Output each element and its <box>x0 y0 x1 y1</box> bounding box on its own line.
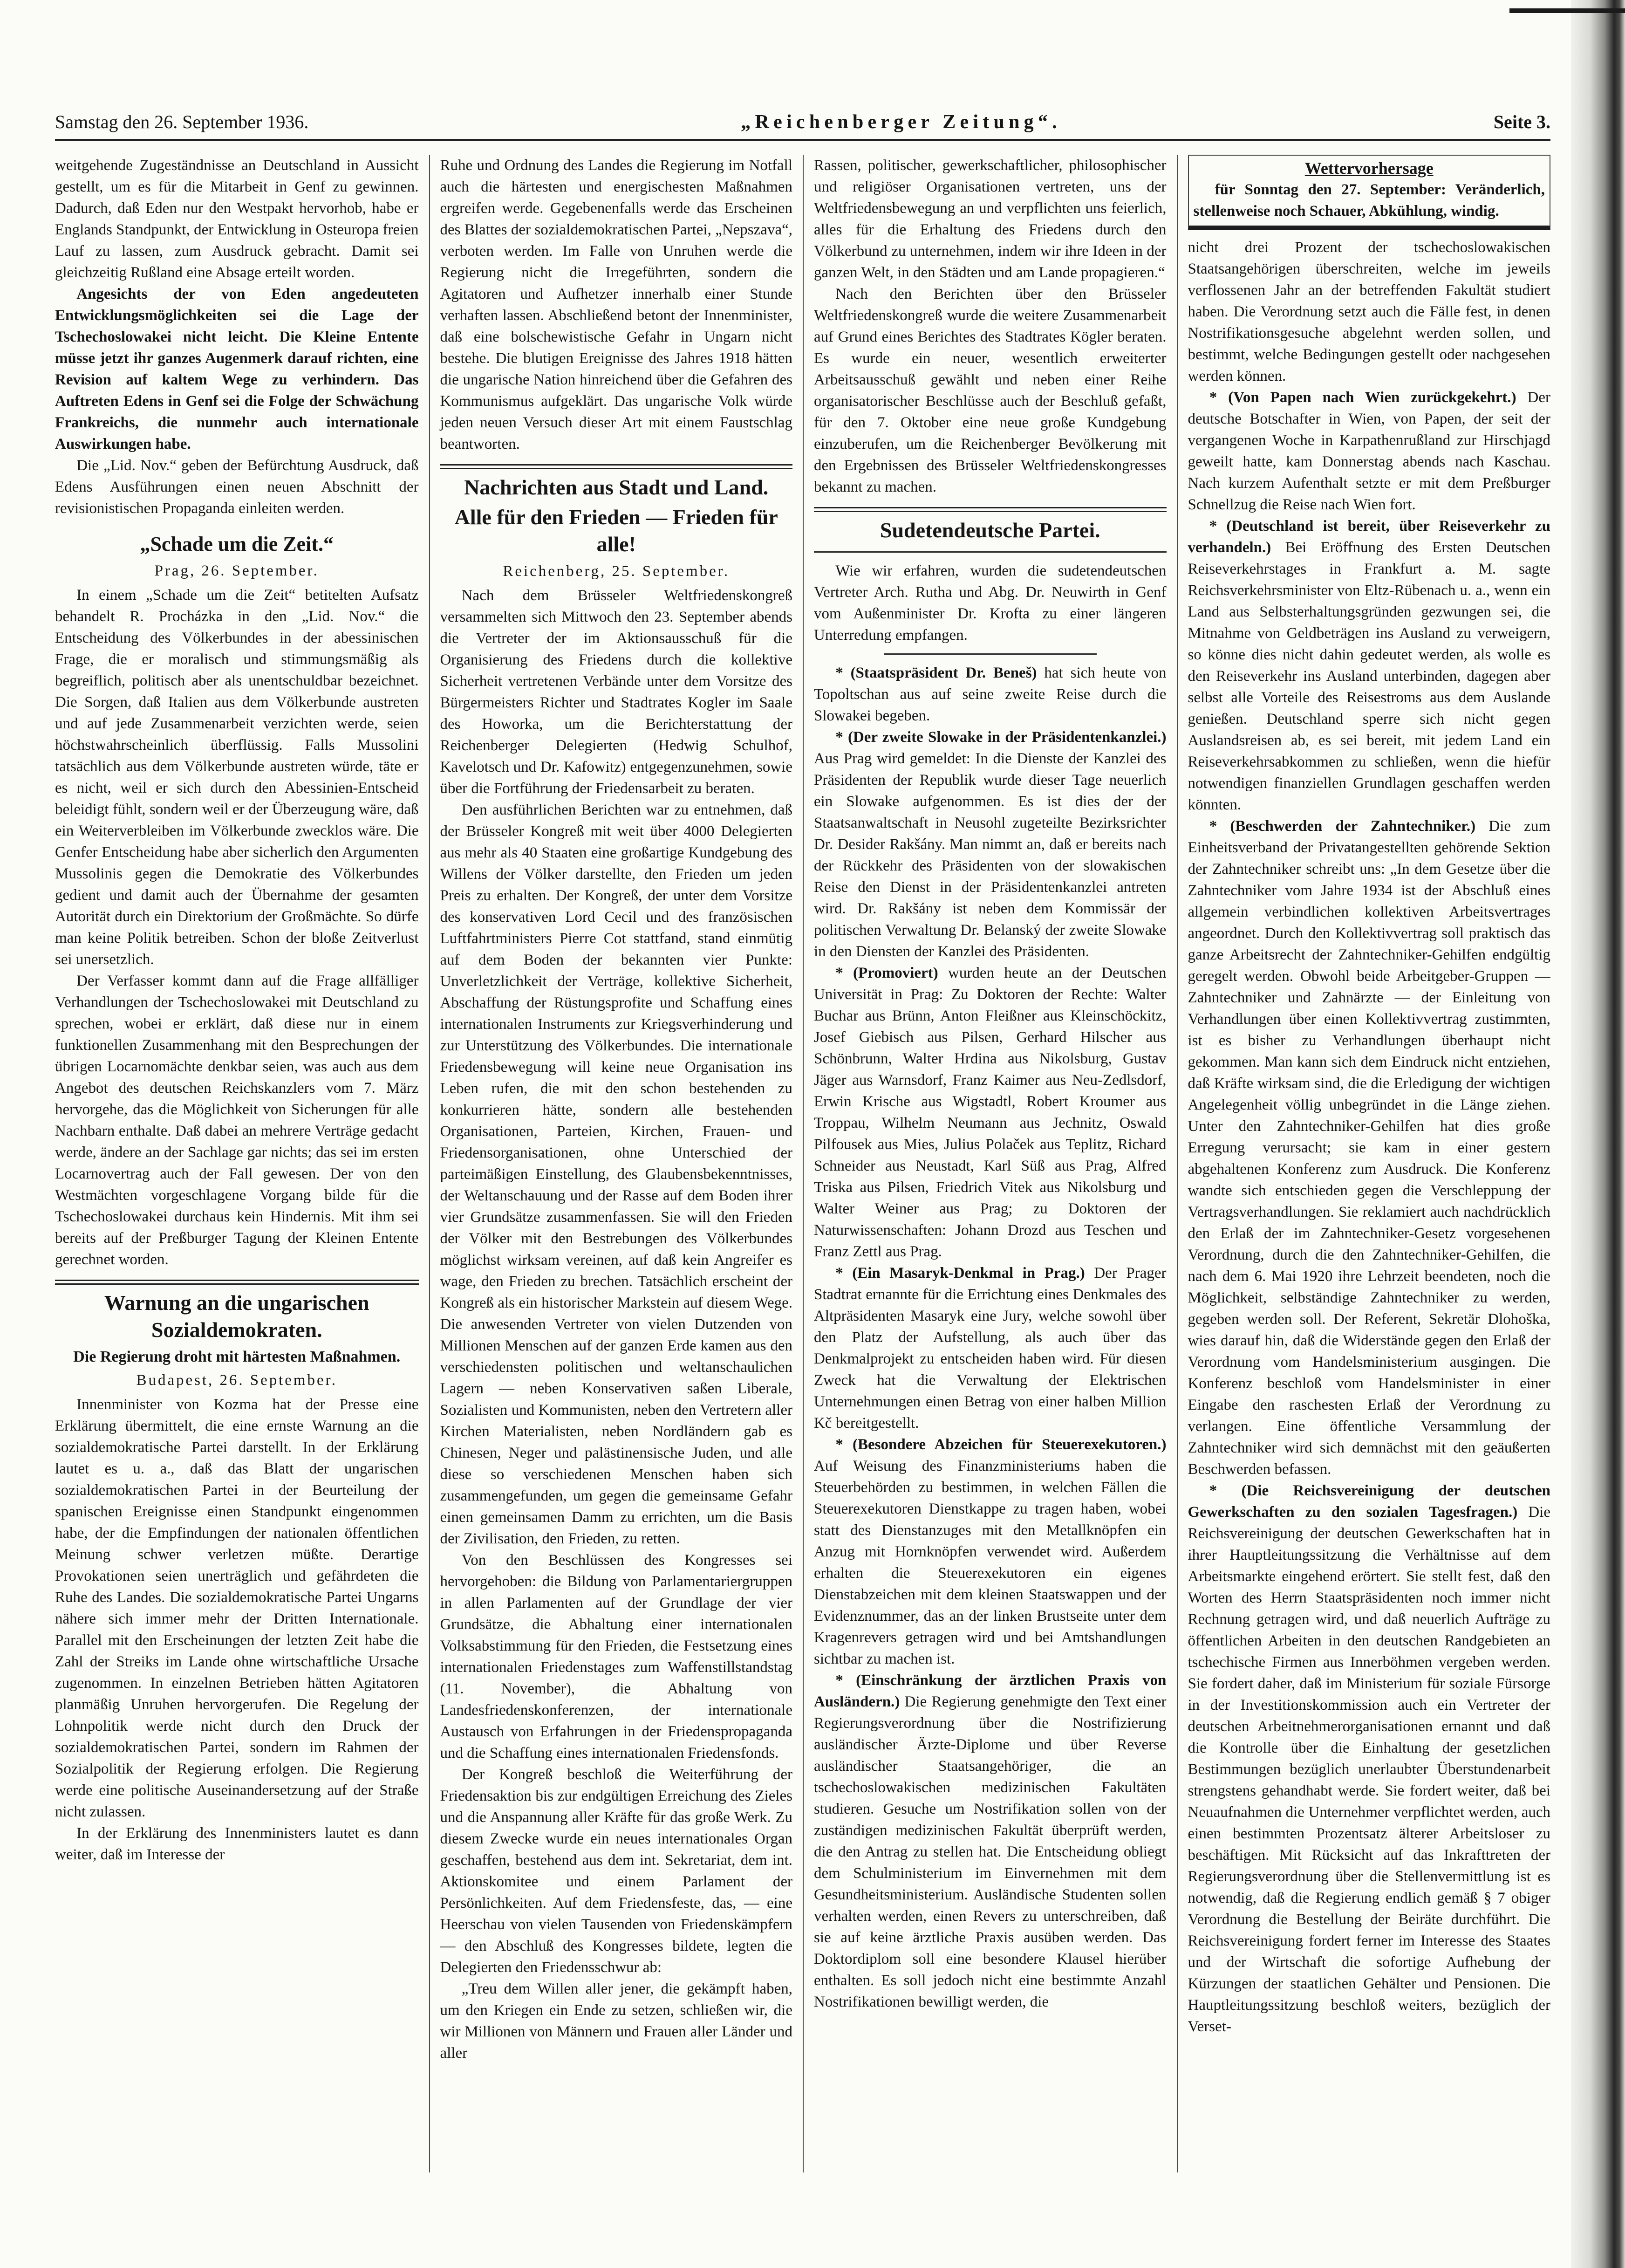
news-item-lead: * (Der zweite Slowake in der Präsidentenkanzlei.) <box>835 729 1167 746</box>
section-rule <box>814 551 1167 553</box>
headline-warnung: Warnung an die ungarischen Sozialdemokraten. <box>104 1291 369 1342</box>
section-rule <box>440 464 793 469</box>
headline-frieden: Alle für den Frieden — Frieden für alle! <box>454 505 778 556</box>
section-rule <box>55 1280 419 1285</box>
dateline: Budapest, 26. September. <box>136 1372 337 1389</box>
issue-date: Samstag den 26. September 1936. <box>55 111 309 132</box>
article-paragraph: Rassen, politischer, gewerkschaftlicher, philosophischer und religiöser Organisationen vertreten, uns der Weltfriedensbewegung an und verpflichten uns feierlich, alles für die Erhaltung des Friedens durch den Völkerbund zu unternehmen, indem wir ihre Ideen in der ganzen Welt, in den Städten und am Lande propagieren.“ <box>814 157 1167 281</box>
news-item <box>814 1262 1167 1434</box>
article-paragraph: nicht drei Prozent der tschechoslowakischen Staatsangehörigen überschreiten, welche im jeweils verflossenen Jahr an der betreffenden Fakultät studiert haben. Die Verordnung setzt auch die Fälle fest, in denen Nostrifikationsgesuche abgelehnt werden sollen, und bestimmt, welche Bedingungen gestellt oder nachgesehen werden können. <box>1188 239 1550 384</box>
headline-schade-um-die-zeit: „Schade um die Zeit.“ <box>140 533 334 555</box>
column-2 <box>429 155 803 2172</box>
news-item-lead: * (Ein Masaryk-Denkmal in Prag.) <box>835 1265 1085 1281</box>
article-paragraph: Den ausführlichen Berichten war zu entnehmen, daß der Brüsseler Kongreß mit weit über 4000 Delegierten aus mehr als 40 Staaten eine großartige Kundgebung des Willens der Völker darstellte, den Frieden um jeden Preis zu erhalten. Der Kongreß, der unter dem Vorsitze des konservativen Lord Cecil und des französischen Luftfahrtministers Pierre Cot stattfand, stand einmütig auf dem Boden der bekannten vier Punkte: Unverletzlichkeit der Verträge, kollektive Sicherheit, Abschaffung der Rüstungsprofite und Schaffung eines internationalen Instruments zur Kriegsverhinderung und zur Unterstützung des Völkerbundes. Die internationale Friedensbewegung will keine neue Organisation ins Leben rufen, die mit den schon bestehenden zu konkurrieren hätte, sondern alle bestehenden Organisationen, Parteien, Kirchen, Frauen- und Friedensorganisationen, ohne Unterschied der parteimäßigen Einstellung, des Glaubensbekenntnisses, der Weltanschauung und der Rasse auf dem Boden ihrer vier Grundsätze zusammenfassen. Sie will den Frieden der Völker mit den Bestrebungen des Völkerbundes möglichst wirksam vereinen, auf daß kein Angreifer es wage, den Frieden zu brechen. Tatsächlich erscheint der Kongreß als ein historischer Markstein auf diesem Wege. Die anwesenden Vertreter von vielen Dutzenden von Millionen Menschen auf der ganzen Erde kamen aus den verschiedensten politischen und weltanschaulichen Lagern — neben Konservativen saßen Liberale, Sozialisten und Kommunisten, neben den Vertretern aller Kirchen Materialisten, neben Nordländern gab es Chinesen, Neger und palästinensische Juden, und alle diese so verschiedenen Menschen haben sich zusammengefunden, um gegen die gemeinsame Gefahr einen gemeinsamen Damm zu errichten, um die Basis der Zivilisation, den Frieden, zu retten. <box>440 802 792 1547</box>
news-item-lead: * (Von Papen nach Wien zurückgekehrt.) <box>1209 389 1516 406</box>
weather-forecast-box <box>1188 155 1551 230</box>
news-item-lead: * (Beschwerden der Zahntechniker.) <box>1209 818 1476 835</box>
news-item-lead: * (Einschränkung der ärztlichen Praxis von Ausländern.) <box>814 1672 1167 1710</box>
article-paragraph: In einem „Schade um die Zeit“ betitelten Aufsatz behandelt R. Procházka in den „Lid. Nov.“ die Entscheidung des Völkerbundes in der abessinischen Frage, die er moralisch und stimmungsmäßig als begreiflich, politisch aber als unentschuldbar bezeichnet. Die Sorgen, daß Italien aus dem Völkerbunde austreten und auf jede Zusammenarbeit verzichten werde, seien höchstwahrscheinlich überflüssig. Falls Mussolini tatsächlich aus dem Völkerbunde austreten würde, täte er es nicht, weil er sich durch den Abessinien-Entscheid beleidigt fühlt, sondern weil er der Überzeugung wäre, daß ein Weiterverbleiben im Völkerbunde zwecklos wäre. Die Genfer Entscheidung habe aber sicherlich den Argumenten Mussolinis gegen die Demokratie des Völkerbundes gedient und damit auch der Übernahme der gesamten Autorität durch ein Direktorium der Großmächte. So dürfe man keine Politik betreiben. Schon der bloße Zeitverlust sei unersetzlich. <box>55 587 419 968</box>
news-item-body: Aus Prag wird gemeldet: In die Dienste der Kanzlei des Präsidenten der Republik wurde dieser Tage neuerlich ein Slowake aufgenommen. Es ist dies der der Staatsanwaltschaft in Neusohl zugeteilte Bezirksrichter Dr. Desider Rakšány. Man nimmt an, daß er bereits nach der Rückkehr des Präsidenten von der slowakischen Reise den Dienst in der Präsidentenkanzlei antreten wird. Dr. Rakšány ist neben dem Kommissär der politischen Verwaltung Dr. Belanský der zweite Slowake in den Diensten der Kanzlei des Präsidenten. <box>814 750 1167 960</box>
news-item-lead: * (Promoviert) <box>835 965 938 981</box>
news-item-lead: * (Staatspräsident Dr. Beneš) <box>835 665 1037 681</box>
page-header <box>55 103 1550 134</box>
article-paragraph: Ruhe und Ordnung des Landes die Regierung im Notfall auch die härtesten und energischesten Maßnahmen ergreifen werde. Gegebenenfalls werde das Erscheinen des Blattes der sozialdemokratischen Partei, „Nepszava“, verboten werden. Im Falle von Unruhen werde die Regierung nicht die Irregeführten, sondern die Agitatoren und Aufhetzer innerhalb einer Stunde verhaften lassen. Abschließend betont der Innenminister, daß eine bolschewistische Gefahr in Ungarn nicht bestehe. Die blutigen Ereignisse des Jahres 1918 hätten die ungarische Nation hinreichend über die Gefahren des Kommunismus aufgeklärt. Das ungarische Volk würde jeden neuen Versuch dieser Art mit einem Faustschlag beantworten. <box>440 157 792 452</box>
column-3 <box>803 155 1177 2172</box>
news-item-lead: * (Deutschland ist bereit, über Reiseverkehr zu verhandeln.) <box>1188 518 1550 556</box>
news-item-body: Der Prager Stadtrat ernannte für die Errichtung eines Denkmales des Altpräsidenten Masaryk eine Jury, welche sowohl über den Platz der Aufstellung, als auch über das Denkmalprojekt zu entscheiden haben wird. Für diesen Zweck hat die Verwaltung der Elektrischen Unternehmungen einen Betrag von einer halben Million Kč bereitgestellt. <box>814 1265 1167 1432</box>
news-item-body: wurden heute an der Deutschen Universität in Prag: Zu Doktoren der Rechte: Walter Buchar aus Brünn, Anton Fleißner aus Kleinschöckitz, Josef Giebisch aus Pilsen, Gerhard Hilscher aus Schönbrunn, Walter Hrdina aus Nikolsburg, Gustav Jäger aus Warnsdorf, Franz Kaimer aus Neu-Zedlsdorf, Erwin Krische aus Wigstadtl, Robert Kroumer aus Troppau, Wilhelm Neumann aus Jechnitz, Oswald Pilfousek aus Mies, Julius Polaček aus Teplitz, Richard Schneider aus Neustadt, Karl Süß aus Prag, Alfred Triska aus Pilsen, Friedrich Vitek aus Nikolsburg und Walter Weiner aus Prag; zu Doktoren der Naturwissenschaften: Johann Drozd aus Teschen und Franz Zettl aus Prag. <box>814 965 1167 1260</box>
news-item-lead: * (Besondere Abzeichen für Steuerexekutoren.) <box>835 1436 1167 1453</box>
weather-forecast-text: für Sonntag den 27. September: Veränderlich, stellenweise noch Schauer, Abkühlung, windig. <box>1193 181 1545 219</box>
news-item-lead: * (Die Reichsvereinigung der deutschen Gewerkschaften zu den sozialen Tagesfragen.) <box>1188 1482 1550 1521</box>
news-item-body: Die Regierung genehmigte den Text einer Regierungsverordnung über die Nostrifizierung ausländischer Ärzte-Diplome und über Reverse ausländischer Staatsangehöriger, die an tschechoslowakischen medizinischen Fakultäten studieren. Gesuche um Nostrifikation sollen von der zuständigen medizinischen Fakultät überprüft werden, die den Antrag zu stellen hat. Die Entscheidung obliegt dem Schulministerium im Einvernehmen mit dem Gesundheitsministerium. Ausländische Studenten sollen verhalten werden, einen Revers zu unterschreiben, daß sie auf keine ärztliche Praxis ausüben werden. Das Doktordiplom soll eine besondere Klausel hierüber enthalten. Es soll jedoch nicht eine bestimmte Anzahl Nostrifikationen bewilligt werden, die <box>814 1693 1167 2010</box>
column-4 <box>1177 155 1551 2172</box>
article-paragraph: Nach den Berichten über den Brüsseler Weltfriedenskongreß wurde die weitere Zusammenarbeit auf Grund eines Berichtes des Stadtrates Kögler beraten. Es wurde ein neuer, wesentlich erweiterter Arbeitsausschuß gewählt und neben einer Reihe organisatorischer Beschlüsse auch der Beschluß gefaßt, für den 7. Oktober eine neue große Kundgebung einzuberufen, um die Reichenberger Bevölkerung mit den Ergebnissen des Brüsseler Weltfriedenskongresses bekannt zu machen. <box>814 286 1167 495</box>
section-rule <box>814 507 1167 512</box>
page-number: Seite 3. <box>1493 111 1550 132</box>
news-item <box>814 726 1167 962</box>
news-item <box>814 1670 1167 2013</box>
news-item-body: Auf Weisung des Finanzministeriums haben die Steuerbehörden zu bestimmen, in welchen Fällen die Steuerexekutoren Dienstkappe zu tragen haben, wobei statt des Dienstanzuges mit den Metallknöpfen ein Anzug mit Hornknöpfen verwendet wird. Außerdem erhalten die Steuerexekutoren ein eigenes Dienstabzeichen mit dem kleinen Staatswappen und der Evidenznummer, das an der linken Brustseite unter dem Kragenrevers getragen wird und bei Amtshandlungen sichtbar zu machen ist. <box>814 1458 1167 1667</box>
news-item-body: hat sich heute von Topoltschan aus auf seine zweite Reise durch die Slowakei begeben. <box>814 665 1167 724</box>
article-paragraph: Innenminister von Kozma hat der Presse eine Erklärung übermittelt, die eine ernste Warnung an die sozialdemokratische Partei darstellt. In der Erklärung lautet es u. a., daß das Blatt der ungarischen sozialdemokratischen Partei in der Beurteilung der spanischen Ereignisse einen Standpunkt eingenommen habe, der die Empfindungen der nationalen öffentlichen Meinung schwer verletzen müßte. Derartige Provokationen seien unerträglich und gefährdeten die Ruhe des Landes. Die sozialdemokratische Partei Ungarns nähere sich immer mehr der Dritten Internationale. Parallel mit den Erscheinungen der letzten Zeit habe die Zahl der Streiks im Lande ohne wirtschaftliche Ursache zugenommen. In einzelnen Betrieben hätten Agitatoren planmäßig Unruhen hervorgerufen. Die Regelung der Lohnpolitik werde nicht durch den Druck der sozialdemokratischen Partei, sondern im Rahmen der Sozialpolitik der Regierung erfolgen. Die Regierung werde eine politische Auseinandersetzung auf der Straße nicht zulassen. <box>55 1396 419 1820</box>
news-item <box>814 662 1167 726</box>
weather-forecast-title: Wettervorhersage <box>1304 159 1434 178</box>
news-item <box>1188 1480 1551 2037</box>
news-item <box>1188 387 1551 515</box>
news-item <box>1188 815 1551 1480</box>
scan-edge-line <box>1509 8 1625 13</box>
article-columns <box>55 155 1550 2172</box>
scan-edge-shadow <box>1571 0 1625 2268</box>
news-item <box>814 1434 1167 1670</box>
article-paragraph-bold: Angesichts der von Eden angedeuteten Entwicklungsmöglichkeiten sei die Lage der Tschechoslowakei nicht leicht. Die Kleine Entente müsse jetzt ihr ganzes Augenmerk darauf richten, eine Revision auf kaltem Wege zu verhindern. Das Auftreten Edens in Genf sei die Folge der Schwächung Frankreichs, die nunmehr auch internationale Auswirkungen habe. <box>55 286 419 452</box>
section-headline-local-news: Nachrichten aus Stadt und Land. <box>464 475 769 499</box>
article-paragraph: weitgehende Zugeständnisse an Deutschland in Aussicht gestellt, um es für die Mitarbeit in Genf zu gewinnen. Dadurch, daß Eden nur den Westpakt hervorhob, habe er Englands Standpunkt, der Entwicklung in Osteuropa freien Lauf zu lassen, zum Ausdruck gebracht. Damit sei gleichzeitig Rußland eine Absage erteilt worden. <box>55 157 419 281</box>
news-item <box>1188 515 1551 815</box>
article-paragraph: Die „Lid. Nov.“ geben der Befürchtung Ausdruck, daß Edens Ausführungen einen neuen Abschnitt der revisionistischen Propaganda einleiten werden. <box>55 457 419 517</box>
news-item-body: Bei Eröffnung des Ersten Deutschen Reiseverkehrstages in Frankfurt a. M. sagte Reichsverkehrsminister von Eltz-Rübenach u. a., wenn ein Land aus Selbsterhaltungsgründen gezwungen sei, die Mitnahme von Geldbeträgen ins Ausland zu verweigern, so könne dies nicht dahin gedeutet werden, als wolle es den Reiseverkehr ins Ausland unterbinden, dagegen aber selbst alle Vorteile des Reisestroms aus dem Auslande genießen. Deutschland sperre sich nicht gegen Auslandsreisen ab, es sei bereit, mit jedem Land ein Reiseverkehrsabkommen zu schließen, wenn die hiefür notwendigen finanziellen Grundlagen geschaffen werden könnten. <box>1188 539 1550 813</box>
column-1 <box>55 155 429 2172</box>
headline-sudetendeutsche-partei: Sudetendeutsche Partei. <box>880 518 1100 542</box>
article-paragraph: Der Verfasser kommt dann auf die Frage allfälliger Verhandlungen der Tschechoslowakei mit Deutschland zu sprechen, wobei er erklärt, daß diese nur in einem funktionellen Zusammenhang mit den Besprechungen der übrigen Locarnomächte denkbar seien, was auch aus dem Angebot des deutschen Reichskanzlers vom 7. März hervorgehe, das die Möglichkeit von Sicherungen für alle Nachbarn enthalte. Daß dabei an mehrere Verträge gedacht werde, ändere an der Sachlage gar nichts; das sei im ersten Locarnovertrag auch der Fall gewesen. Der von den Westmächten vorgeschlagene Vorgang bilde für die Tschechoslowakei durchaus kein Hindernis. Mit ihm sei bereits auf der Preßburger Tagung der Kleinen Entente gerechnet worden. <box>55 973 419 1268</box>
news-item <box>814 962 1167 1262</box>
subheadline: Die Regierung droht mit härtesten Maßnahmen. <box>73 1348 401 1365</box>
article-paragraph: „Treu dem Willen aller jener, die gekämpft haben, um den Kriegen ein Ende zu setzen, schließen wir, die wir Millionen von Männern und Frauen aller Länder und aller <box>440 1980 792 2062</box>
article-paragraph: Der Kongreß beschloß die Weiterführung der Friedensaktion bis zur endgültigen Erreichung des Zieles und die Anspannung aller Kräfte für das große Werk. Zu diesem Zwecke wurde ein neues internationales Organ geschaffen, bestehend aus dem int. Sekretariat, dem int. Aktionskomitee und einem Parlament der Persönlichkeiten. Auf dem Friedensfeste, das, — eine Heerschau von vielen Tausenden von Friedenskämpfern — den Abschluß des Kongresses bildete, legten die Delegierten den Friedensschwur ab: <box>440 1766 792 1976</box>
dateline: Prag, 26. September. <box>154 562 319 579</box>
separator-rule <box>884 653 1097 655</box>
article-paragraph: In der Erklärung des Innenministers lautet es dann weiter, daß im Interesse der <box>55 1825 419 1863</box>
article-paragraph: Wie wir erfahren, wurden die sudetendeutschen Vertreter Arch. Rutha und Abg. Dr. Neuwirth in Genf vom Außenminister Dr. Krofta zu einer längeren Unterredung empfangen. <box>814 562 1167 644</box>
article-paragraph: Von den Beschlüssen des Kongresses sei hervorgehoben: die Bildung von Parlamentariergruppen in allen Parlamenten auf der Grundlage der vier Grundsätze, die Abhaltung einer internationalen Volksabstimmung für den Frieden, die Festsetzung eines internationalen Friedenstages zum Waffenstillstandstag (11. November), die Abhaltung von Landesfriedenskonferenzen, der internationale Austausch von Erfahrungen in der Friedenspropaganda und die Schaffung eines internationalen Friedensfonds. <box>440 1552 792 1761</box>
news-item-body: Die zum Einheitsverband der Privatangestellten gehörende Sektion der Zahntechniker schreibt uns: „In dem Gesetze über die Zahntechniker vom Jahre 1934 ist der Abschluß eines allgemein verbindlichen kollektiven Arbeitsvertrages angeordnet. Durch den Kollektivvertrag soll praktisch das ganze Arbeitsrecht der Zahntechniker-Gehilfen endgültig geregelt werden. Obwohl beide Arbeitgeber-Gruppen — Zahntechniker und Zahnärzte — der Einleitung von Verhandlungen über einen Kollektivvertrag zustimmten, ist es bisher zu Verhandlungen überhaupt nicht gekommen. Man kann sich dem Eindruck nicht entziehen, daß Kräfte wirksam sind, die die Erledigung der wichtigen Angelegenheit völlig unbegründet in die Länge ziehen. Unter den Zahntechniker-Gehilfen hat dies große Erregung verursacht; sie kam in einer gestern abgehaltenen Konferenz zum Ausdruck. Die Konferenz wandte sich entschieden gegen die Verschleppung der Vertragsverhandlungen. Sie reklamiert auch nachdrücklich den Erlaß der im Zahntechniker-Gesetz vorgesehenen Verordnung, durch die den Zahntechniker-Gehilfen, die nach dem 6. Mai 1920 ihre Lehrzeit beendeten, noch die Möglichkeit, selbständige Zahntechniker zu werden, gegeben werden soll. Der Referent, Sekretär Dlohoška, wies darauf hin, daß die Widerstände gegen den Erlaß der Verordnung vom Handelsministerium ausgingen. Die Konferenz beschloß vom Handelsminister in einer Eingabe den raschesten Erlaß der Verordnung zu verlangen. Eine öffentliche Versammlung der Zahntechniker wird sich demnächst mit den geäußerten Beschwerden befassen. <box>1188 818 1550 1478</box>
newspaper-title: „Reichenberger Zeitung“. <box>741 111 1061 133</box>
header-rule <box>55 139 1550 141</box>
article-paragraph: Nach dem Brüsseler Weltfriedenskongreß versammelten sich Mittwoch den 23. September abends die Vertreter der im Aktionsausschuß für die Organisierung des Friedens durch die kollektive Sicherheit vertretenen Verbände unter dem Vorsitze des Bürgermeisters Richter und Stadtrates Kogler im Saale des Howorka, um die Berichterstattung der Reichenberger Delegierten (Hedwig Schulhof, Kavelotsch und Dr. Kafowitz) entgegenzunehmen, sowie über die Fortführung der Friedensarbeit zu beraten. <box>440 587 792 797</box>
news-item-body: Der deutsche Botschafter in Wien, von Papen, der seit der vergangenen Woche in Karpathenrußland zur Hirschjagd geweilt hatte, kam Donnerstag abends nach Kaschau. Nach kurzem Aufenthalt setzte er mit dem Preßburger Schnellzug die Reise nach Wien fort. <box>1188 389 1550 513</box>
news-item-body: Die Reichsvereinigung der deutschen Gewerkschaften hat in ihrer Hauptleitungssitzung die Verhältnisse auf dem Arbeitsmarkte eingehend erörtert. Sie stellt fest, daß den Worten des Herrn Staatspräsidenten noch immer nicht Rechnung getragen wird, und daß neuerlich Aufträge zu öffentlichen Arbeiten in den deutschen Randgebieten an tschechische Firmen aus Innerböhmen vergeben werden. Sie fordert daher, daß im Ministerium für soziale Fürsorge in der Investitionskommission auch ein Vertreter der deutschen Arbeitnehmerorganisationen ernannt und daß die Kontrolle über die Einhaltung der gesetzlichen Bestimmungen bezüglich unerlaubter Überstundenarbeit strengstens gehandhabt werde. Sie fordert weiter, daß bei Neuaufnahmen die Unternehmer verpflichtet werden, auch einen bestimmten Prozentsatz älterer Arbeitsloser zu beschäftigen. Mit Rücksicht auf das Inkrafttreten der Regierungsverordnung über die Stellenvermittlung ist es notwendig, daß die Regierung endlich gemäß § 7 obiger Verordnung die Bestellung der Beiräte durchführt. Die Reichsvereinigung fordert ferner im Interesse des Staates und der Wirtschaft die sofortige Aufhebung der Kürzungen der staatlichen Gehälter und Pensionen. Die Hauptleitungssitzung beschloß weiters, bezüglich der Verset- <box>1188 1504 1550 2035</box>
dateline: Reichenberg, 25. September. <box>503 563 730 580</box>
